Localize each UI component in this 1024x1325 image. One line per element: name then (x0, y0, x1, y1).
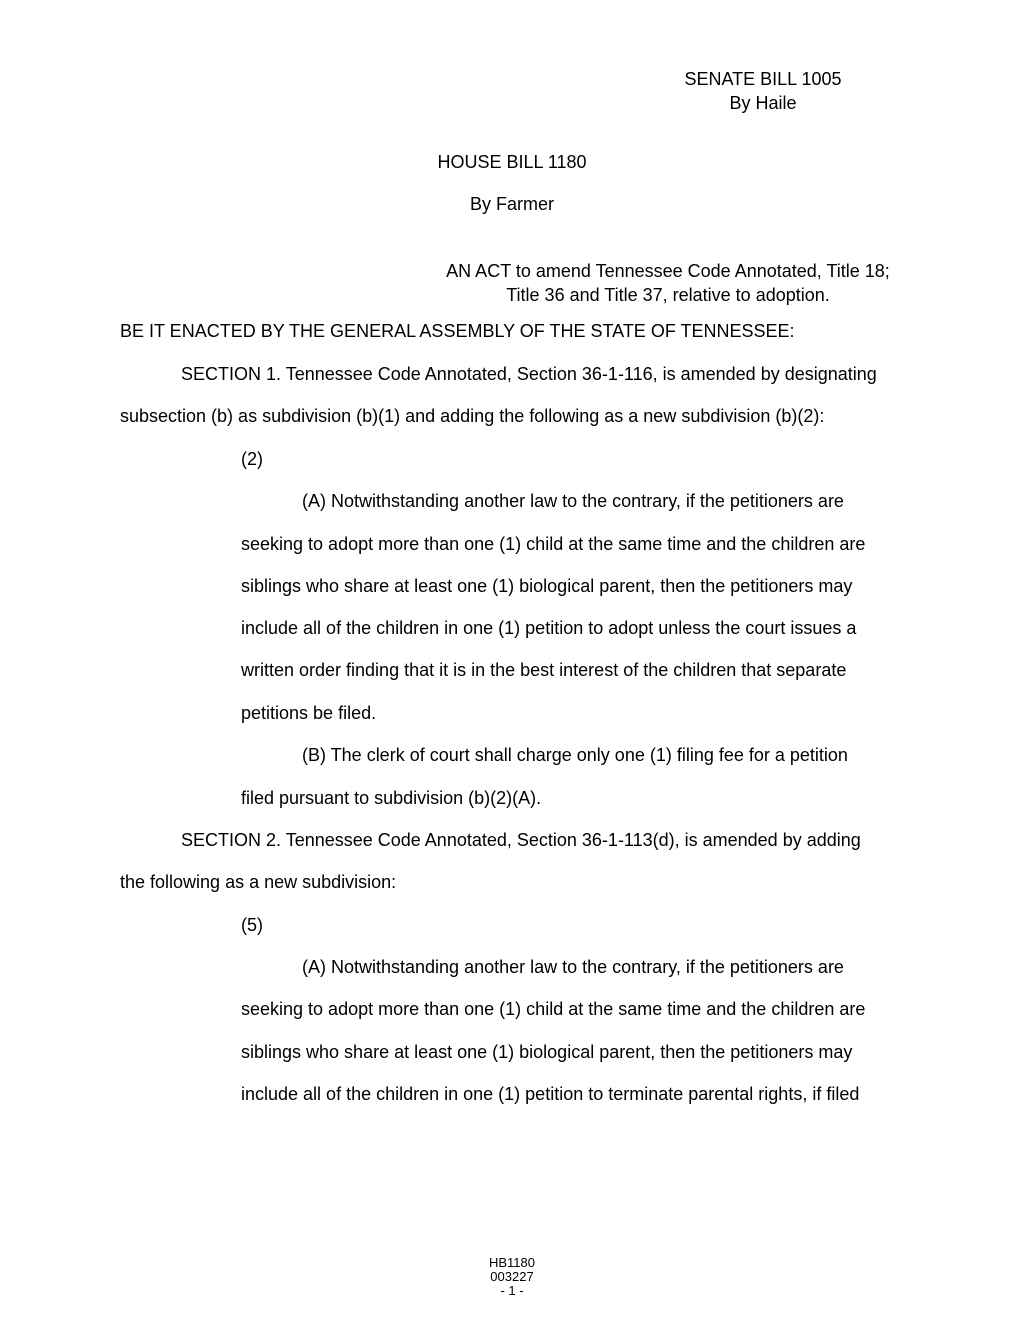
section-2-para-a-line-1: (A) Notwithstanding another law to the contrary, if the petitioners are (302, 957, 844, 977)
section-1-para-b-line-2: filed pursuant to subdivision (b)(2)(A). (241, 788, 542, 808)
section-2-line-1: SECTION 2. Tennessee Code Annotated, Section 36-1-113(d), is amended by adding (181, 830, 861, 850)
house-bill-sponsor: By Farmer (469, 194, 554, 214)
section-1-para-a-line-1: (A) Notwithstanding another law to the contrary, if the petitioners are (302, 491, 844, 511)
section-2-subdivision-label: (5) (241, 915, 263, 935)
senate-bill-sponsor: By Haile (729, 93, 797, 113)
act-caption-line-2: Title 36 and Title 37, relative to adoption. (506, 285, 830, 305)
footer-document-code: 003227 (490, 1269, 534, 1284)
act-caption-line-1: AN ACT to amend Tennessee Code Annotated, Title 18; (446, 261, 890, 281)
senate-bill-title: SENATE BILL 1005 (684, 69, 842, 89)
footer-page-number: - 1 - (500, 1283, 524, 1298)
section-1-line-2: subsection (b) as subdivision (b)(1) and adding the following as a new subdivision (b)(2): (120, 406, 825, 426)
section-1-para-a-line-5: written order finding that it is in the best interest of the children that separate (241, 660, 847, 680)
section-2-para-a-line-2: seeking to adopt more than one (1) child at the same time and the children are (241, 999, 866, 1019)
section-1-para-a-line-4: include all of the children in one (1) petition to adopt unless the court issues a (241, 618, 857, 638)
section-2-line-2: the following as a new subdivision: (120, 872, 397, 892)
page-footer (462, 1256, 562, 1298)
section-1-para-a-line-6: petitions be filed. (241, 703, 377, 723)
house-bill-title: HOUSE BILL 1180 (437, 152, 587, 172)
section-2-para-a-line-3: siblings who share at least one (1) biological parent, then the petitioners may (241, 1042, 853, 1062)
footer-bill-number: HB1180 (488, 1255, 535, 1270)
section-1-para-a-line-2: seeking to adopt more than one (1) child at the same time and the children are (241, 534, 866, 554)
section-1-subdivision-label: (2) (241, 449, 263, 469)
section-1-line-1: SECTION 1. Tennessee Code Annotated, Section 36-1-116, is amended by designating (181, 364, 877, 384)
section-1-para-b-line-1: (B) The clerk of court shall charge only one (1) filing fee for a petition (302, 745, 848, 765)
enacting-clause: BE IT ENACTED BY THE GENERAL ASSEMBLY OF THE STATE OF TENNESSEE: (120, 321, 795, 341)
senate-bill-header (663, 67, 863, 115)
section-1-para-a-line-3: siblings who share at least one (1) biological parent, then the petitioners may (241, 576, 853, 596)
act-caption (400, 259, 936, 307)
section-2-para-a-line-4: include all of the children in one (1) petition to terminate parental rights, if filed (241, 1084, 860, 1104)
